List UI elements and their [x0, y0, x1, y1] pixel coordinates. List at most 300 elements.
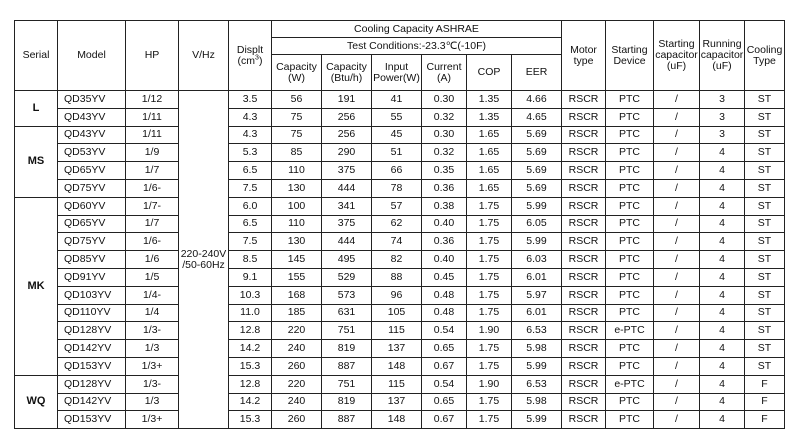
eer-cell: 5.97	[512, 286, 562, 304]
eer-cell: 5.98	[512, 393, 562, 411]
cooling-type-cell: ST	[745, 304, 785, 322]
running-capacitor-cell: 3	[700, 91, 745, 109]
starting-capacitor-cell: /	[654, 411, 700, 429]
running-capacitor-cell: 4	[700, 304, 745, 322]
model-header: Model	[58, 21, 126, 91]
table-row	[15, 375, 785, 393]
starting-device-cell: PTC	[606, 357, 654, 375]
starting-capacitor-cell: /	[654, 304, 700, 322]
displacement-cell: 6.5	[229, 215, 272, 233]
current-cell: 0.45	[422, 268, 467, 286]
motor-type-cell: RSCR	[562, 286, 606, 304]
cooling-type-cell: F	[745, 393, 785, 411]
cop-cell: 1.75	[467, 215, 512, 233]
capacity-btu-cell: 256	[322, 108, 372, 126]
displacement-label: Displt	[236, 43, 264, 56]
current-cell: 0.65	[422, 340, 467, 358]
running-capacitor-cell: 4	[700, 251, 745, 269]
running-capacitor-cell: 4	[700, 144, 745, 162]
input-power-cell: 41	[372, 91, 422, 109]
eer-cell: 5.69	[512, 144, 562, 162]
motor-type-cell: RSCR	[562, 233, 606, 251]
displacement-header	[229, 21, 272, 91]
hp-cell: 1/7	[126, 215, 179, 233]
table-header	[15, 21, 785, 91]
capacity-btu-cell: 191	[322, 91, 372, 109]
table-row	[15, 286, 785, 304]
eer-cell: 6.53	[512, 322, 562, 340]
displacement-cell: 7.5	[229, 179, 272, 197]
hp-cell: 1/6-	[126, 179, 179, 197]
capacity-w-cell: 75	[272, 108, 322, 126]
starting-capacitor-cell: /	[654, 215, 700, 233]
hp-cell: 1/11	[126, 108, 179, 126]
hp-cell: 1/3	[126, 340, 179, 358]
model-cell: QD91YV	[58, 268, 126, 286]
eer-cell: 6.05	[512, 215, 562, 233]
input-power-cell: 57	[372, 197, 422, 215]
starting-device-cell: PTC	[606, 144, 654, 162]
capacity-w-cell: 110	[272, 162, 322, 180]
motor-type-cell: RSCR	[562, 322, 606, 340]
cop-cell: 1.90	[467, 322, 512, 340]
cop-cell: 1.65	[467, 144, 512, 162]
running-capacitor-cell: 4	[700, 357, 745, 375]
model-cell: QD75YV	[58, 233, 126, 251]
starting-capacitor-cell: /	[654, 340, 700, 358]
table-row	[15, 126, 785, 144]
capacity-w-cell: 56	[272, 91, 322, 109]
cop-cell: 1.75	[467, 357, 512, 375]
table-row	[15, 268, 785, 286]
starting-device-cell: PTC	[606, 340, 654, 358]
capacity-btu-cell: 444	[322, 233, 372, 251]
running-capacitor-header: Running capacitor (uF)	[700, 21, 745, 91]
table-row	[15, 322, 785, 340]
table-row	[15, 251, 785, 269]
starting-device-cell: PTC	[606, 233, 654, 251]
eer-cell: 5.99	[512, 357, 562, 375]
current-cell: 0.40	[422, 251, 467, 269]
motor-type-cell: RSCR	[562, 304, 606, 322]
displacement-cell: 10.3	[229, 286, 272, 304]
input-power-cell: 137	[372, 340, 422, 358]
motor-type-cell: RSCR	[562, 375, 606, 393]
input-power-cell: 62	[372, 215, 422, 233]
cooling-type-cell: ST	[745, 268, 785, 286]
cop-cell: 1.65	[467, 179, 512, 197]
eer-cell: 6.01	[512, 268, 562, 286]
input-power-cell: 66	[372, 162, 422, 180]
input-power-cell: 45	[372, 126, 422, 144]
model-cell: QD153YV	[58, 357, 126, 375]
input-power-cell: 105	[372, 304, 422, 322]
cop-cell: 1.75	[467, 304, 512, 322]
cooling-type-cell: ST	[745, 322, 785, 340]
model-cell: QD60YV	[58, 197, 126, 215]
capacity-w-cell: 155	[272, 268, 322, 286]
input-power-cell: 137	[372, 393, 422, 411]
model-cell: QD53YV	[58, 144, 126, 162]
hp-cell: 1/3+	[126, 411, 179, 429]
hp-cell: 1/7-	[126, 197, 179, 215]
capacity-btu-header: Capacity (Btu/h)	[322, 55, 372, 91]
starting-capacitor-cell: /	[654, 108, 700, 126]
cooling-type-cell: ST	[745, 251, 785, 269]
capacity-w-cell: 220	[272, 375, 322, 393]
hp-cell: 1/3	[126, 393, 179, 411]
input-power-cell: 51	[372, 144, 422, 162]
current-cell: 0.36	[422, 179, 467, 197]
hp-cell: 1/6	[126, 251, 179, 269]
motor-type-cell: RSCR	[562, 91, 606, 109]
table-row	[15, 233, 785, 251]
motor-type-cell: RSCR	[562, 108, 606, 126]
cop-cell: 1.75	[467, 286, 512, 304]
displacement-cell: 4.3	[229, 108, 272, 126]
displacement-cell: 8.5	[229, 251, 272, 269]
motor-type-cell: RSCR	[562, 393, 606, 411]
spec-table-container	[14, 20, 785, 429]
current-cell: 0.67	[422, 411, 467, 429]
cop-cell: 1.75	[467, 197, 512, 215]
capacity-btu-cell: 751	[322, 375, 372, 393]
running-capacitor-cell: 4	[700, 197, 745, 215]
capacity-w-cell: 260	[272, 357, 322, 375]
motor-type-cell: RSCR	[562, 197, 606, 215]
cooling-type-cell: ST	[745, 215, 785, 233]
displacement-cell: 4.3	[229, 126, 272, 144]
cop-cell: 1.65	[467, 162, 512, 180]
eer-cell: 5.98	[512, 340, 562, 358]
displacement-cell: 11.0	[229, 304, 272, 322]
starting-capacitor-cell: /	[654, 162, 700, 180]
eer-cell: 5.69	[512, 162, 562, 180]
cooling-type-cell: ST	[745, 126, 785, 144]
running-capacitor-cell: 4	[700, 268, 745, 286]
cooling-type-cell: ST	[745, 286, 785, 304]
cooling-capacity-header: Cooling Capacity ASHRAE	[272, 21, 562, 38]
hp-cell: 1/7	[126, 162, 179, 180]
hp-cell: 1/3-	[126, 322, 179, 340]
starting-device-cell: PTC	[606, 268, 654, 286]
capacity-w-cell: 185	[272, 304, 322, 322]
starting-device-cell: PTC	[606, 197, 654, 215]
capacity-btu-cell: 375	[322, 215, 372, 233]
model-cell: QD35YV	[58, 91, 126, 109]
model-cell: QD128YV	[58, 375, 126, 393]
model-cell: QD128YV	[58, 322, 126, 340]
motor-type-cell: RSCR	[562, 357, 606, 375]
eer-cell: 5.69	[512, 126, 562, 144]
current-cell: 0.30	[422, 91, 467, 109]
current-cell: 0.67	[422, 357, 467, 375]
vhz-header: V/Hz	[179, 21, 229, 91]
cop-cell: 1.35	[467, 108, 512, 126]
capacity-btu-cell: 631	[322, 304, 372, 322]
running-capacitor-cell: 4	[700, 286, 745, 304]
compressor-spec-table	[14, 20, 785, 429]
starting-capacitor-cell: /	[654, 322, 700, 340]
motor-type-cell: RSCR	[562, 411, 606, 429]
current-cell: 0.40	[422, 215, 467, 233]
cop-cell: 1.75	[467, 251, 512, 269]
model-cell: QD142YV	[58, 340, 126, 358]
table-row	[15, 411, 785, 429]
displacement-cell: 6.5	[229, 162, 272, 180]
table-row	[15, 179, 785, 197]
hp-cell: 1/3+	[126, 357, 179, 375]
input-power-cell: 88	[372, 268, 422, 286]
capacity-w-cell: 100	[272, 197, 322, 215]
displacement-cell: 12.8	[229, 322, 272, 340]
motor-type-cell: RSCR	[562, 162, 606, 180]
model-cell: QD85YV	[58, 251, 126, 269]
input-power-cell: 148	[372, 357, 422, 375]
capacity-w-cell: 145	[272, 251, 322, 269]
eer-cell: 5.69	[512, 179, 562, 197]
starting-device-cell: PTC	[606, 251, 654, 269]
capacity-btu-cell: 495	[322, 251, 372, 269]
running-capacitor-cell: 4	[700, 215, 745, 233]
motor-type-cell: RSCR	[562, 251, 606, 269]
model-cell: QD142YV	[58, 393, 126, 411]
table-row	[15, 215, 785, 233]
hp-cell: 1/11	[126, 126, 179, 144]
table-row	[15, 340, 785, 358]
input-power-cell: 55	[372, 108, 422, 126]
capacity-w-cell: 168	[272, 286, 322, 304]
table-body	[15, 91, 785, 429]
capacity-btu-cell: 375	[322, 162, 372, 180]
starting-capacitor-header: Starting capacitor (uF)	[654, 21, 700, 91]
cooling-type-cell: ST	[745, 233, 785, 251]
starting-capacitor-cell: /	[654, 144, 700, 162]
displacement-cell: 14.2	[229, 340, 272, 358]
capacity-w-cell: 260	[272, 411, 322, 429]
eer-cell: 4.66	[512, 91, 562, 109]
current-cell: 0.38	[422, 197, 467, 215]
hp-cell: 1/6-	[126, 233, 179, 251]
table-row	[15, 197, 785, 215]
hp-header: HP	[126, 21, 179, 91]
starting-device-cell: PTC	[606, 215, 654, 233]
displacement-cell: 12.8	[229, 375, 272, 393]
running-capacitor-cell: 4	[700, 162, 745, 180]
starting-capacitor-cell: /	[654, 179, 700, 197]
motor-type-cell: RSCR	[562, 179, 606, 197]
capacity-w-cell: 130	[272, 179, 322, 197]
capacity-w-header: Capacity (W)	[272, 55, 322, 91]
current-cell: 0.32	[422, 108, 467, 126]
starting-device-header: Starting Device	[606, 21, 654, 91]
capacity-btu-cell: 887	[322, 357, 372, 375]
starting-device-cell: PTC	[606, 393, 654, 411]
starting-device-cell: PTC	[606, 126, 654, 144]
starting-device-cell: PTC	[606, 179, 654, 197]
motor-type-cell: RSCR	[562, 126, 606, 144]
displacement-cell: 6.0	[229, 197, 272, 215]
capacity-w-cell: 220	[272, 322, 322, 340]
running-capacitor-cell: 4	[700, 375, 745, 393]
starting-device-cell: PTC	[606, 411, 654, 429]
running-capacitor-cell: 4	[700, 411, 745, 429]
hp-cell: 1/12	[126, 91, 179, 109]
cop-cell: 1.75	[467, 393, 512, 411]
input-power-cell: 78	[372, 179, 422, 197]
input-power-cell: 148	[372, 411, 422, 429]
starting-capacitor-cell: /	[654, 251, 700, 269]
current-cell: 0.36	[422, 233, 467, 251]
starting-device-cell: PTC	[606, 162, 654, 180]
eer-cell: 4.65	[512, 108, 562, 126]
cooling-type-cell: ST	[745, 179, 785, 197]
hp-cell: 1/5	[126, 268, 179, 286]
cooling-type-cell: ST	[745, 357, 785, 375]
eer-cell: 5.99	[512, 197, 562, 215]
serial-cell: L	[15, 91, 58, 127]
displacement-cell: 5.3	[229, 144, 272, 162]
starting-device-cell: PTC	[606, 304, 654, 322]
starting-capacitor-cell: /	[654, 197, 700, 215]
table-row	[15, 357, 785, 375]
eer-cell: 6.53	[512, 375, 562, 393]
current-cell: 0.54	[422, 375, 467, 393]
cooling-type-cell: ST	[745, 340, 785, 358]
hp-cell: 1/9	[126, 144, 179, 162]
current-cell: 0.32	[422, 144, 467, 162]
cop-cell: 1.90	[467, 375, 512, 393]
capacity-btu-cell: 341	[322, 197, 372, 215]
capacity-btu-cell: 444	[322, 179, 372, 197]
voltage-cell: 220-240V /50-60Hz	[179, 91, 229, 429]
cooling-type-cell: F	[745, 411, 785, 429]
current-cell: 0.48	[422, 304, 467, 322]
test-conditions-header: Test Conditions:-23.3℃(-10F)	[272, 38, 562, 55]
table-row	[15, 108, 785, 126]
model-cell: QD110YV	[58, 304, 126, 322]
input-power-cell: 115	[372, 322, 422, 340]
capacity-w-cell: 110	[272, 215, 322, 233]
running-capacitor-cell: 4	[700, 233, 745, 251]
table-row	[15, 144, 785, 162]
model-cell: QD65YV	[58, 215, 126, 233]
starting-capacitor-cell: /	[654, 375, 700, 393]
cooling-type-cell: F	[745, 375, 785, 393]
capacity-w-cell: 85	[272, 144, 322, 162]
table-row	[15, 393, 785, 411]
displacement-unit: $(cm^3)$	[237, 54, 263, 67]
eer-cell: 5.99	[512, 411, 562, 429]
cooling-type-cell: ST	[745, 162, 785, 180]
input-power-header: Input Power(W)	[372, 55, 422, 91]
table-row	[15, 162, 785, 180]
motor-type-cell: RSCR	[562, 215, 606, 233]
cop-cell: 1.65	[467, 126, 512, 144]
running-capacitor-cell: 4	[700, 340, 745, 358]
cooling-type-cell: ST	[745, 144, 785, 162]
starting-capacitor-cell: /	[654, 233, 700, 251]
table-row	[15, 304, 785, 322]
serial-cell: MK	[15, 197, 58, 375]
cooling-type-cell: ST	[745, 91, 785, 109]
model-cell: QD153YV	[58, 411, 126, 429]
hp-cell: 1/4-	[126, 286, 179, 304]
serial-cell: MS	[15, 126, 58, 197]
starting-device-cell: e-PTC	[606, 322, 654, 340]
capacity-btu-cell: 751	[322, 322, 372, 340]
capacity-btu-cell: 887	[322, 411, 372, 429]
running-capacitor-cell: 4	[700, 393, 745, 411]
cooling-type-header: Cooling Type	[745, 21, 785, 91]
model-cell: QD43YV	[58, 126, 126, 144]
cop-cell: 1.75	[467, 268, 512, 286]
capacity-w-cell: 240	[272, 393, 322, 411]
input-power-cell: 74	[372, 233, 422, 251]
running-capacitor-cell: 4	[700, 179, 745, 197]
hp-cell: 1/4	[126, 304, 179, 322]
starting-device-cell: PTC	[606, 91, 654, 109]
cooling-type-cell: ST	[745, 108, 785, 126]
starting-device-cell: e-PTC	[606, 375, 654, 393]
running-capacitor-cell: 4	[700, 322, 745, 340]
current-cell: 0.30	[422, 126, 467, 144]
capacity-w-cell: 130	[272, 233, 322, 251]
model-cell: QD65YV	[58, 162, 126, 180]
input-power-cell: 96	[372, 286, 422, 304]
capacity-btu-cell: 529	[322, 268, 372, 286]
displacement-cell: 15.3	[229, 411, 272, 429]
displacement-cell: 15.3	[229, 357, 272, 375]
input-power-cell: 82	[372, 251, 422, 269]
capacity-btu-cell: 256	[322, 126, 372, 144]
motor-type-cell: RSCR	[562, 268, 606, 286]
cop-cell: 1.75	[467, 233, 512, 251]
capacity-btu-cell: 290	[322, 144, 372, 162]
running-capacitor-cell: 3	[700, 108, 745, 126]
current-cell: 0.35	[422, 162, 467, 180]
current-cell: 0.54	[422, 322, 467, 340]
capacity-btu-cell: 819	[322, 340, 372, 358]
starting-capacitor-cell: /	[654, 126, 700, 144]
motor-type-header: Motor type	[562, 21, 606, 91]
model-cell: QD75YV	[58, 179, 126, 197]
model-cell: QD43YV	[58, 108, 126, 126]
current-cell: 0.65	[422, 393, 467, 411]
displacement-cell: 7.5	[229, 233, 272, 251]
displacement-cell: 14.2	[229, 393, 272, 411]
serial-header: Serial	[15, 21, 58, 91]
hp-cell: 1/3-	[126, 375, 179, 393]
input-power-cell: 115	[372, 375, 422, 393]
cop-cell: 1.75	[467, 411, 512, 429]
starting-device-cell: PTC	[606, 286, 654, 304]
starting-capacitor-cell: /	[654, 286, 700, 304]
eer-cell: 6.03	[512, 251, 562, 269]
starting-device-cell: PTC	[606, 108, 654, 126]
motor-type-cell: RSCR	[562, 144, 606, 162]
displacement-cell: 3.5	[229, 91, 272, 109]
motor-type-cell: RSCR	[562, 340, 606, 358]
running-capacitor-cell: 3	[700, 126, 745, 144]
eer-cell: 5.99	[512, 233, 562, 251]
serial-cell: WQ	[15, 375, 58, 428]
starting-capacitor-cell: /	[654, 393, 700, 411]
eer-header: EER	[512, 55, 562, 91]
cop-cell: 1.35	[467, 91, 512, 109]
starting-capacitor-cell: /	[654, 357, 700, 375]
cooling-type-cell: ST	[745, 197, 785, 215]
